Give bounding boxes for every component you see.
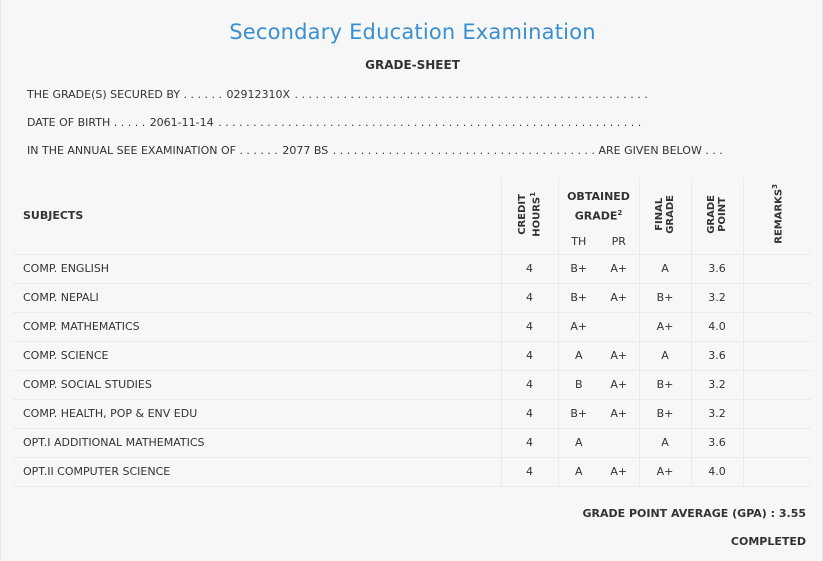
header-obtained-grade: OBTAINED GRADE$^2$ bbox=[558, 178, 639, 230]
credit-hours: 4 bbox=[501, 312, 558, 341]
final-grade: A+ bbox=[639, 457, 691, 486]
grade-th: A bbox=[558, 428, 599, 457]
gpa-summary bbox=[582, 507, 806, 520]
subject-name: COMP. NEPALI bbox=[13, 283, 501, 312]
table-row bbox=[13, 457, 811, 486]
subject-name: COMP. HEALTH, POP & ENV EDU bbox=[13, 399, 501, 428]
grade-point: 4.0 bbox=[691, 457, 743, 486]
grade-th: B bbox=[558, 370, 599, 399]
grade-pr bbox=[599, 312, 639, 341]
status-text: COMPLETED bbox=[730, 535, 806, 548]
credit-hours: 4 bbox=[501, 341, 558, 370]
credit-hours: 4 bbox=[501, 254, 558, 283]
info-dob-label: DATE OF BIRTH . . . . . bbox=[27, 116, 146, 129]
final-grade: B+ bbox=[639, 283, 691, 312]
page-title: Secondary Education Examination bbox=[229, 20, 596, 44]
grade-point: 3.2 bbox=[691, 370, 743, 399]
grade-point: 3.6 bbox=[691, 341, 743, 370]
info-secured-by bbox=[27, 88, 648, 101]
grade-pr: A+ bbox=[599, 341, 639, 370]
exam-year: 2077 BS bbox=[282, 144, 329, 157]
info-date-of-birth bbox=[27, 116, 641, 129]
grade-th: B+ bbox=[558, 254, 599, 283]
table-row bbox=[13, 370, 811, 399]
grade-point: 3.2 bbox=[691, 283, 743, 312]
header-subjects: SUBJECTS bbox=[13, 178, 501, 254]
subject-name: OPT.II COMPUTER SCIENCE bbox=[13, 457, 501, 486]
info-secured-by-label: THE GRADE(S) SECURED BY . . . . . . bbox=[27, 88, 223, 101]
final-grade: B+ bbox=[639, 399, 691, 428]
date-of-birth: 2061-11-14 bbox=[149, 116, 214, 129]
grade-point: 4.0 bbox=[691, 312, 743, 341]
subject-name: OPT.I ADDITIONAL MATHEMATICS bbox=[13, 428, 501, 457]
remarks bbox=[743, 370, 811, 399]
page-subtitle: GRADE-SHEET bbox=[365, 58, 460, 72]
info-exam-suffix: . . . . . . . . . . . . . . . . . . . . . . . . . . . . . . . . . . . . . . ARE GIVEN BELOW . . . bbox=[332, 144, 723, 157]
grade-point: 3.2 bbox=[691, 399, 743, 428]
credit-hours: 4 bbox=[501, 283, 558, 312]
remarks bbox=[743, 341, 811, 370]
grade-th: B+ bbox=[558, 283, 599, 312]
grade-pr bbox=[599, 428, 639, 457]
grade-pr: A+ bbox=[599, 399, 639, 428]
table-row bbox=[13, 283, 811, 312]
info-exam-label: IN THE ANNUAL SEE EXAMINATION OF . . . . . . bbox=[27, 144, 278, 157]
info-dob-dots: . . . . . . . . . . . . . . . . . . . . . . . . . . . . . . . . . . . . . . . . . . . . . . . . . . . . . . . . . . . . . bbox=[218, 116, 642, 129]
grade-point: 3.6 bbox=[691, 254, 743, 283]
credit-hours: 4 bbox=[501, 370, 558, 399]
credit-hours: 4 bbox=[501, 399, 558, 428]
remarks bbox=[743, 457, 811, 486]
credit-hours: 4 bbox=[501, 428, 558, 457]
table-row bbox=[13, 312, 811, 341]
remarks bbox=[743, 399, 811, 428]
table-row bbox=[13, 399, 811, 428]
remarks bbox=[743, 283, 811, 312]
subject-name: COMP. SOCIAL STUDIES bbox=[13, 370, 501, 399]
remarks bbox=[743, 312, 811, 341]
remarks bbox=[743, 254, 811, 283]
grade-th: A bbox=[558, 457, 599, 486]
gpa-value: 3.55 bbox=[778, 507, 806, 520]
remarks bbox=[743, 428, 811, 457]
symbol-number: 02912310X bbox=[226, 88, 291, 101]
table-row bbox=[13, 428, 811, 457]
subject-name: COMP. ENGLISH bbox=[13, 254, 501, 283]
final-grade: B+ bbox=[639, 370, 691, 399]
grade-pr: A+ bbox=[599, 370, 639, 399]
final-grade: A bbox=[639, 341, 691, 370]
info-secured-by-dots: . . . . . . . . . . . . . . . . . . . . . . . . . . . . . . . . . . . . . . . . . . . . . . . . . . . bbox=[294, 88, 648, 101]
header-credit-hours: CREDIT HOURS$^1$ bbox=[501, 178, 558, 254]
final-grade: A bbox=[639, 428, 691, 457]
grade-th: B+ bbox=[558, 399, 599, 428]
credit-hours: 4 bbox=[501, 457, 558, 486]
gpa-label: GRADE POINT AVERAGE (GPA) : bbox=[582, 507, 776, 520]
subject-name: COMP. SCIENCE bbox=[13, 341, 501, 370]
info-exam bbox=[27, 144, 723, 157]
header-remarks: REMARKS$^3$ bbox=[743, 178, 811, 254]
grade-th: A bbox=[558, 341, 599, 370]
grade-point: 3.6 bbox=[691, 428, 743, 457]
grade-pr: A+ bbox=[599, 283, 639, 312]
grade-pr: A+ bbox=[599, 254, 639, 283]
table-row bbox=[13, 341, 811, 370]
grade-th: A+ bbox=[558, 312, 599, 341]
subject-name: COMP. MATHEMATICS bbox=[13, 312, 501, 341]
header-grade-point: GRADE POINT bbox=[691, 178, 743, 254]
final-grade: A+ bbox=[639, 312, 691, 341]
grade-pr: A+ bbox=[599, 457, 639, 486]
final-grade: A bbox=[639, 254, 691, 283]
header-th: TH bbox=[558, 230, 599, 254]
header-final-grade: FINAL GRADE bbox=[639, 178, 691, 254]
table-row bbox=[13, 254, 811, 283]
header-pr: PR bbox=[599, 230, 639, 254]
grades-table bbox=[13, 178, 811, 487]
